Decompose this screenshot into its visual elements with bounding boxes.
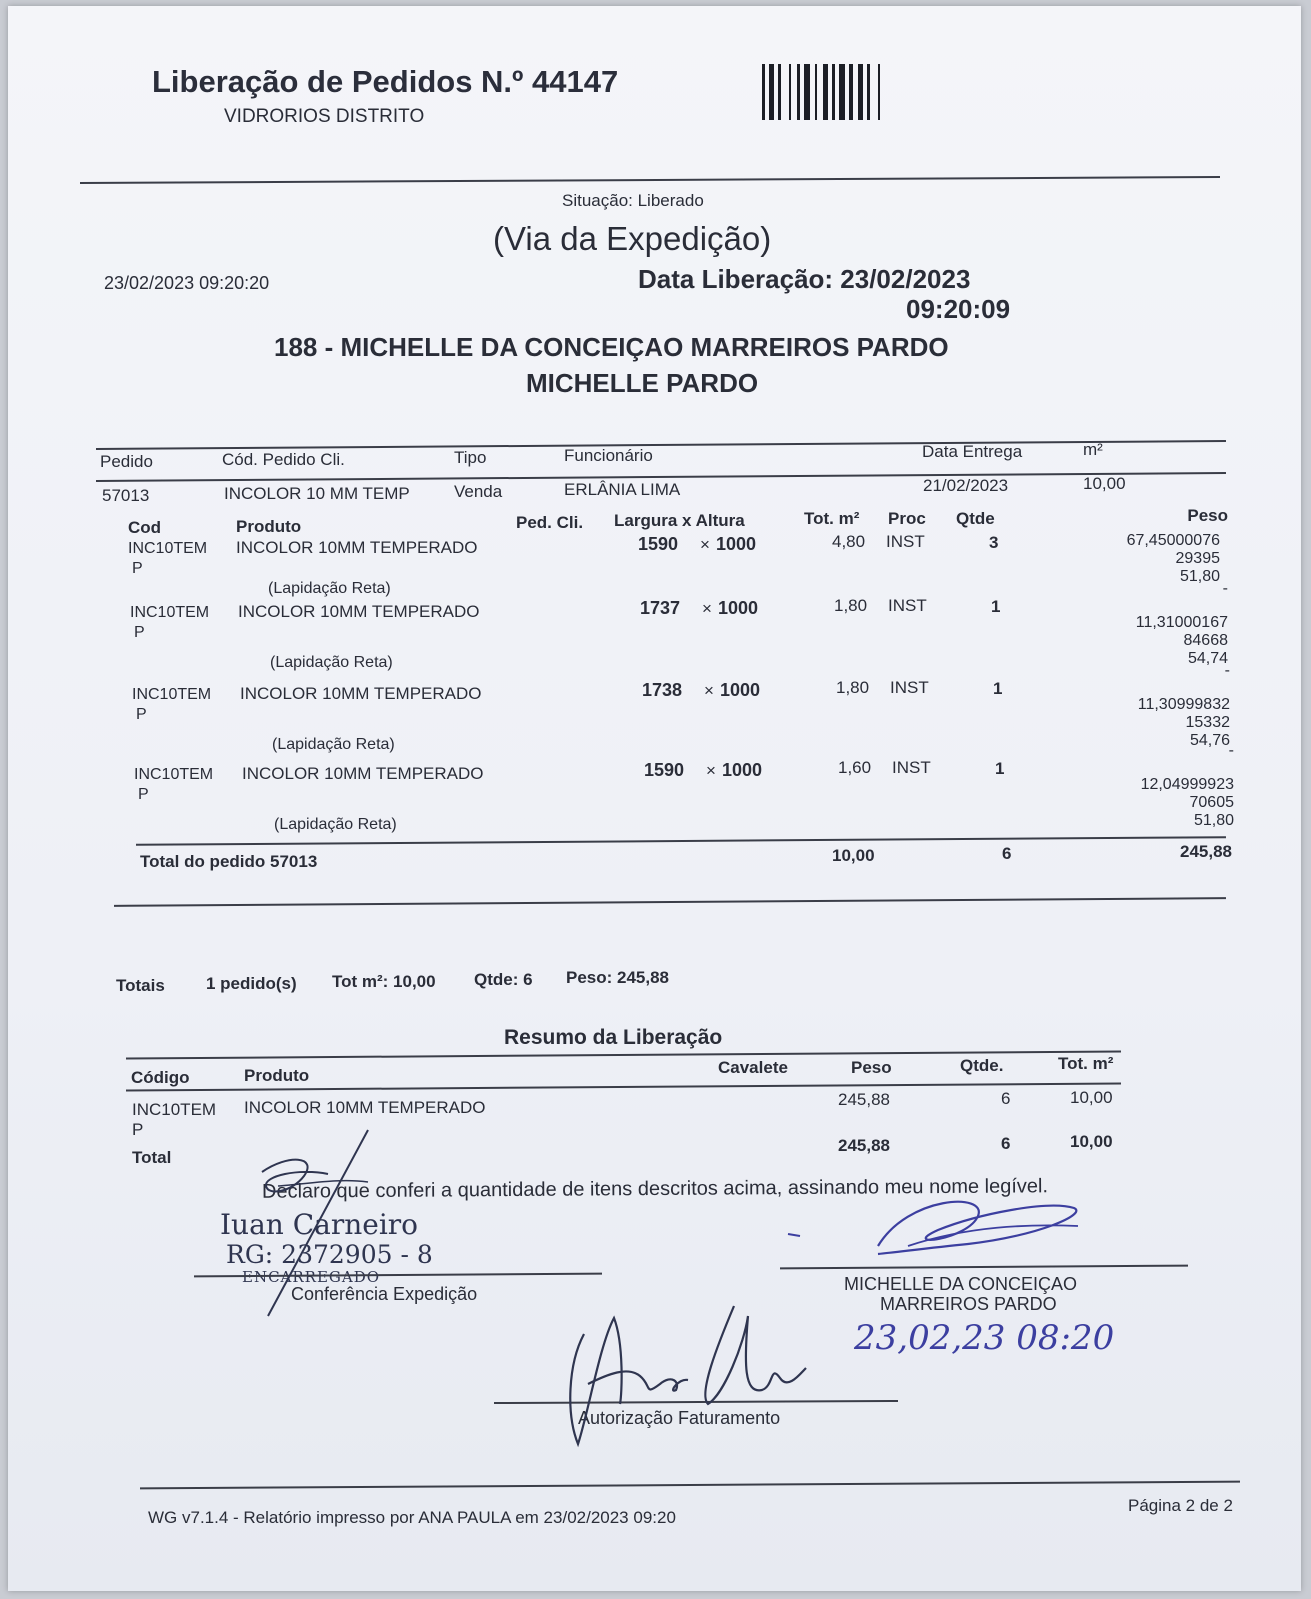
item-proc: INST [890,678,929,697]
item-cod: INC10TEM [134,766,214,783]
divider [80,176,1220,184]
item-dim-x: × [704,681,714,700]
item-peso-1: 11,30999832 [1137,696,1230,713]
item-cod-suffix: P [134,624,145,641]
item-largura: 1738 [642,680,683,700]
item-produto: INCOLOR 10MM TEMPERADO [240,684,482,703]
item-peso-2: 15332 [1185,714,1230,731]
item-altura: 1000 [718,598,759,618]
divider [96,440,1226,450]
order-total-m2: 10,00 [832,846,875,865]
item-peso-3: 51,80 [1179,568,1220,585]
client-name: 188 - MICHELLE DA CONCEIÇAO MARREIROS PARDO [274,332,949,362]
col-pedido: Pedido [100,452,153,471]
col-cod: Cod [128,518,162,537]
resumo-cod-suffix: P [132,1120,144,1139]
resumo-col-tot-m2: Tot. m² [1058,1054,1114,1073]
situacao-label: Situação: Liberado [562,191,704,210]
item-proc: INST [892,758,931,777]
item-qtde: 1 [991,597,1001,616]
item-altura: 1000 [720,680,761,700]
handwritten-date: 23,02,23 08:20 [854,1318,1115,1358]
item-peso-prefix: - [1224,662,1230,679]
item-qtde: 1 [995,759,1005,778]
item-produto: INCOLOR 10MM TEMPERADO [236,538,478,557]
footer-printed-by: WG v7.1.4 - Relatório impresso por ANA PAULA em 23/02/2023 09:20 [148,1508,676,1527]
item-obs: (Lapidação Reta) [274,816,397,833]
client-signature-name-1: MICHELLE DA CONCEIÇAO [844,1274,1078,1294]
resumo-peso: 245,88 [838,1090,890,1109]
col-peso: Peso [1187,506,1228,525]
item-altura: 1000 [716,534,757,554]
item-cod: INC10TEM [128,540,208,557]
item-peso-prefix: - [1222,580,1228,597]
item-dim-x: × [702,599,712,618]
client-signature-name-2: MARREIROS PARDO [880,1294,1057,1314]
item-largura: 1590 [644,760,685,780]
item-dim-x: × [700,535,710,554]
resumo-total-qtde: 6 [1001,1134,1011,1153]
totais-m2: Tot m²: 10,00 [332,972,436,991]
item-peso-1: 11,31000167 [1135,614,1228,631]
order-total-label: Total do pedido 57013 [140,852,318,871]
resumo-col-produto: Produto [244,1066,310,1085]
item-peso-2: 70605 [1189,794,1234,811]
col-ped-cli: Ped. Cli. [516,513,584,532]
autorizacao-signature-icon [548,1304,828,1464]
item-tot-m2: 1,80 [836,678,870,697]
totais-peso: Peso: 245,88 [566,968,670,987]
item-cod: INC10TEM [132,686,212,703]
document-page [8,6,1301,1591]
data-entrega-value: 21/02/2023 [923,476,1009,495]
resumo-qtde: 6 [1001,1089,1011,1108]
client-signature-icon [788,1196,1108,1276]
data-liberacao: Data Liberação: 23/02/2023 [638,264,971,294]
resumo-cod: INC10TEM [132,1100,217,1119]
barcode-icon [762,64,962,120]
conferencia-signature-icon [248,1126,398,1326]
col-proc: Proc [888,509,926,528]
item-peso-3: 54,76 [1189,732,1230,749]
item-obs: (Lapidação Reta) [272,736,395,753]
item-peso-1: 12,04999923 [1140,776,1234,793]
col-tot-m2: Tot. m² [804,509,860,528]
item-peso-2: 29395 [1175,550,1220,567]
item-tot-m2: 1,80 [834,596,868,615]
resumo-col-qtde: Qtde. [960,1056,1004,1075]
col-qtde: Qtde [956,509,995,528]
footer-page-number: Página 2 de 2 [1128,1496,1233,1515]
stamp-role: ENCARREGADO [242,1268,381,1286]
resumo-tot-m2: 10,00 [1070,1088,1113,1107]
stamp-name: Iuan Carneiro [220,1208,419,1241]
resumo-total-peso: 245,88 [838,1136,890,1155]
conferencia-label: Conferência Expedição [291,1284,478,1304]
item-cod-suffix: P [136,706,147,723]
item-produto: INCOLOR 10MM TEMPERADO [242,764,484,783]
item-dim-x: × [706,761,716,780]
col-funcionario: Funcionário [564,446,653,465]
col-m2: m² [1083,440,1103,459]
item-cod-suffix: P [138,786,149,803]
resumo-col-codigo: Código [131,1068,190,1087]
resumo-title: Resumo da Liberação [504,1026,723,1049]
item-largura: 1590 [638,534,679,554]
cod-cli-value: INCOLOR 10 MM TEMP [224,484,410,503]
stamp-rg: RG: 2372905 - 8 [226,1240,433,1269]
divider [136,836,1226,846]
item-obs: (Lapidação Reta) [268,580,391,597]
data-liberacao-time: 09:20:09 [906,294,1011,324]
item-altura: 1000 [722,760,763,780]
item-tot-m2: 1,60 [838,758,872,777]
item-peso-3: 54,74 [1187,650,1228,667]
order-total-peso: 245,88 [1180,842,1232,861]
divider [114,897,1226,907]
resumo-col-peso: Peso [851,1058,892,1077]
col-data-entrega: Data Entrega [922,442,1023,461]
totais-pedidos: 1 pedido(s) [206,974,297,993]
divider [140,1481,1240,1490]
print-datetime: 23/02/2023 09:20:20 [104,273,270,293]
via-label: (Via da Expedição) [493,220,772,257]
declaration-text: Declaro que conferi a quantidade de itens descritos acima, assinando meu nome legível. [261,1175,1049,1203]
item-tot-m2: 4,80 [832,532,866,551]
item-produto: INCOLOR 10MM TEMPERADO [238,602,480,621]
item-qtde: 1 [993,679,1003,698]
col-largura-altura: Largura x Altura [614,511,745,530]
item-cod: INC10TEM [130,604,210,621]
document-title: Liberação de Pedidos N.º 44147 [152,64,619,99]
resumo-col-cavalete: Cavalete [718,1058,788,1077]
company-name: VIDRORIOS DISTRITO [224,106,425,127]
item-peso-1: 67,45000076 [1126,532,1220,549]
resumo-total-tot-m2: 10,00 [1070,1132,1113,1151]
client-short-name: MICHELLE PARDO [526,368,759,398]
autorizacao-label: Autorização Faturamento [578,1408,781,1428]
order-total-qtde: 6 [1002,844,1012,863]
totais-label: Totais [116,976,165,995]
resumo-produto: INCOLOR 10MM TEMPERADO [244,1098,486,1117]
item-largura: 1737 [640,598,681,618]
funcionario-value: ERLÂNIA LIMA [564,480,681,499]
item-peso-prefix: - [1228,742,1234,759]
pedido-value: 57013 [102,486,150,505]
col-cod-pedido-cli: Cód. Pedido Cli. [222,450,345,469]
item-peso-3: 51,80 [1193,812,1234,829]
item-qtde: 3 [989,533,999,552]
item-obs: (Lapidação Reta) [270,654,393,671]
item-cod-suffix: P [132,560,143,577]
item-proc: INST [886,532,925,551]
m2-value: 10,00 [1083,474,1126,493]
col-produto: Produto [236,517,302,536]
item-proc: INST [888,596,927,615]
tipo-value: Venda [454,482,503,501]
totais-qtde: Qtde: 6 [474,970,533,989]
item-peso-2: 84668 [1183,632,1228,649]
resumo-total-label: Total [132,1148,172,1167]
col-tipo: Tipo [454,448,487,467]
